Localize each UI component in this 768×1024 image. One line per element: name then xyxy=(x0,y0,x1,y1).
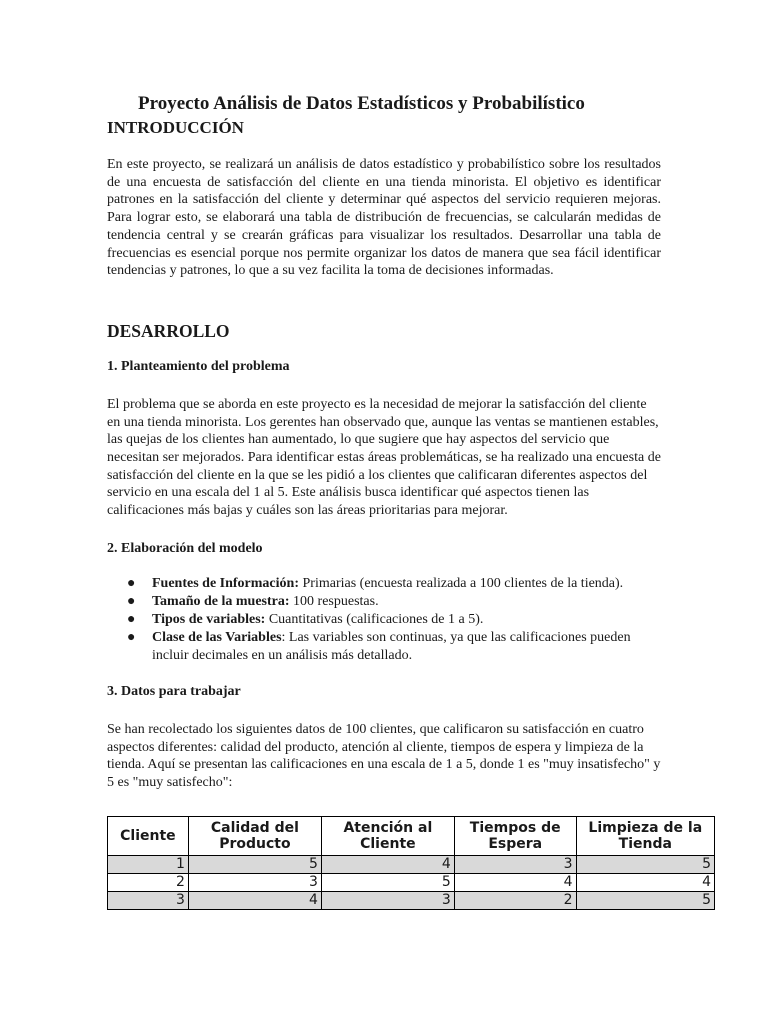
table-row xyxy=(108,892,715,910)
table-cell: 3 xyxy=(108,892,189,910)
bullet-item xyxy=(107,611,661,629)
bullet-text: Cuantitativas (calificaciones de 1 a 5). xyxy=(265,611,484,627)
document-page xyxy=(107,90,661,792)
ratings-table xyxy=(107,816,715,910)
bullet-label: Tipos de variables: xyxy=(152,611,266,627)
bullet-label: Fuentes de Información: xyxy=(152,575,299,591)
bullet-item xyxy=(107,593,661,611)
table-cell: 5 xyxy=(576,856,714,874)
bullet-text: : Las variables son continuas, ya que las calificaciones pueden incluir decimales en un análisis más detallado. xyxy=(152,629,631,663)
table-cell: 3 xyxy=(454,856,576,874)
intro-paragraph: En este proyecto, se realizará un análisis de datos estadístico y probabilístico sobre los resultados de una encuesta de satisfacción del cliente en una tienda minorista. El objetivo es identificar patrones en la satisfacción del cliente y determinar qué aspectos del servicio requieren mejoras. Para lograr esto, se elaborará una tabla de distribución de frecuencias, se calcularán medidas de tendencia central y se crearán gráficas para visualizar los resultados. Desarrollar una tabla de frecuencias es esencial porque nos permite organizar los datos de manera que sea fácil identificar tendencias y patrones, lo que a su vez facilita la toma de decisiones informadas. xyxy=(107,157,661,279)
bullet-icon: ● xyxy=(127,593,136,609)
table-cell: 4 xyxy=(576,874,714,892)
bullet-icon: ● xyxy=(127,575,136,591)
bullet-text: 100 respuestas. xyxy=(289,593,379,609)
section1-paragraph: El problema que se aborda en este proyecto es la necesidad de mejorar la satisfacción del cliente en una tienda minorista. Los gerentes han observado que, aunque las ventas se mantienen estables, las quejas de los clientes han aumentado, lo que sugiere que hay aspectos del servicio que necesitan ser mejorados. Para identificar estas áreas problemáticas, se ha realizado una encuesta de satisfacción del cliente en la que se les pidió a los clientes que calificaran diferentes aspectos del servicio en una escala del 1 al 5. Este análisis busca identificar qué aspectos tienen las calificaciones más bajas y cuáles son las áreas prioritarias para mejorar. xyxy=(107,396,661,519)
document-title: Proyecto Análisis de Datos Estadísticos y Probabilístico xyxy=(138,93,585,114)
bullet-item xyxy=(107,575,661,593)
section3-heading: 3. Datos para trabajar xyxy=(107,683,241,699)
intro-heading: INTRODUCCIÓN xyxy=(107,118,244,137)
table-cell: 5 xyxy=(188,856,321,874)
table-cell: 1 xyxy=(108,856,189,874)
table-cell: 4 xyxy=(321,856,454,874)
table-cell: 5 xyxy=(576,892,714,910)
table-cell: 4 xyxy=(454,874,576,892)
table-cell: 2 xyxy=(454,892,576,910)
bullet-item xyxy=(107,629,661,665)
bullet-icon: ● xyxy=(127,611,136,627)
header-cell-calidad: Calidad del Producto xyxy=(188,817,321,856)
table-cell: 2 xyxy=(108,874,189,892)
section3-paragraph: Se han recolectado los siguientes datos de 100 clientes, que calificaron su satisfacción en cuatro aspectos diferentes: calidad del producto, atención al cliente, tiempos de espera y limpieza de la tienda. Aquí se presentan las calificaciones en una escala de 1 a 5, donde 1 es "muy insatisfecho" y 5 es "muy satisfecho": xyxy=(107,721,661,790)
table-header-row xyxy=(108,817,715,856)
table-cell: 3 xyxy=(321,892,454,910)
table-cell: 5 xyxy=(321,874,454,892)
header-cell-limpieza: Limpieza de la Tienda xyxy=(576,817,714,856)
table-row xyxy=(108,874,715,892)
development-heading: DESARROLLO xyxy=(107,320,230,341)
table-cell: 4 xyxy=(188,892,321,910)
header-cell-cliente: Cliente xyxy=(108,817,189,856)
section2-heading: 2. Elaboración del modelo xyxy=(107,540,263,556)
bullet-icon: ● xyxy=(127,629,136,645)
header-cell-tiempos: Tiempos de Espera xyxy=(454,817,576,856)
section1-heading: 1. Planteamiento del problema xyxy=(107,358,290,374)
header-cell-atencion: Atención al Cliente xyxy=(321,817,454,856)
model-bullet-list xyxy=(107,575,661,665)
bullet-label: Tamaño de la muestra: xyxy=(152,593,290,609)
bullet-text: Primarias (encuesta realizada a 100 clientes de la tienda). xyxy=(299,575,624,591)
table-row xyxy=(108,856,715,874)
table-cell: 3 xyxy=(188,874,321,892)
bullet-label: Clase de las Variables xyxy=(152,629,282,645)
